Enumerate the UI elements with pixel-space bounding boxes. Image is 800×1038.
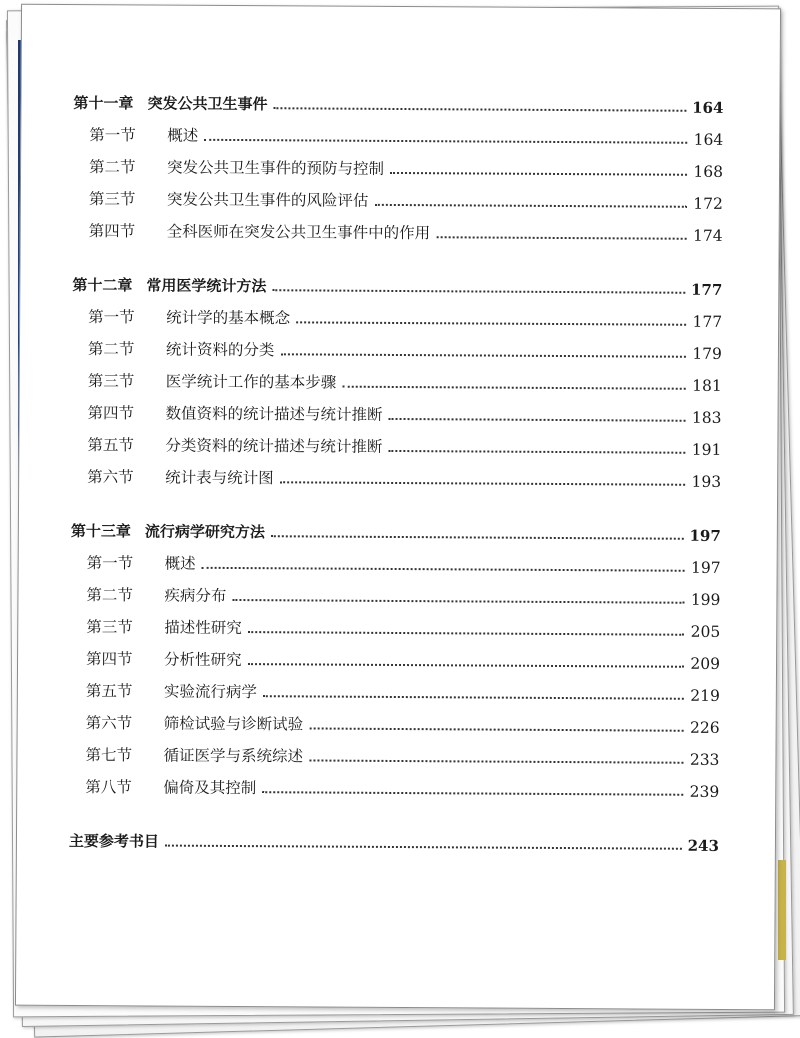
section-title: 循证医学与系统综述 xyxy=(163,746,304,766)
section-entry[interactable] xyxy=(72,295,722,331)
section-entry[interactable] xyxy=(69,765,719,801)
section-entry[interactable] xyxy=(72,359,722,395)
page-number: 164 xyxy=(693,130,724,149)
leader-dots xyxy=(263,695,684,700)
page-number: 199 xyxy=(690,590,721,609)
section-number: 第四节 xyxy=(87,404,135,423)
chapter-heading[interactable] xyxy=(72,263,722,299)
chapter-13 xyxy=(69,509,721,801)
page-number: 197 xyxy=(690,558,721,577)
section-number: 第三节 xyxy=(88,190,136,209)
page-number: 239 xyxy=(689,782,720,801)
section-number: 第二节 xyxy=(89,158,136,177)
section-entry[interactable] xyxy=(69,733,719,769)
leader-dots xyxy=(202,567,685,572)
page-number: 243 xyxy=(687,836,719,855)
section-number: 第五节 xyxy=(85,682,133,701)
page-number: 219 xyxy=(690,686,720,705)
page-number: 193 xyxy=(691,472,722,491)
leader-dots xyxy=(390,172,687,176)
page-number: 233 xyxy=(689,750,720,769)
section-title: 描述性研究 xyxy=(164,618,242,638)
page-number: 164 xyxy=(692,98,724,117)
leader-dots xyxy=(296,321,686,325)
chapter-heading[interactable] xyxy=(71,509,721,545)
section-entry[interactable] xyxy=(73,209,723,245)
section-number: 第二节 xyxy=(87,340,135,359)
section-entry[interactable] xyxy=(70,605,720,641)
section-number: 第四节 xyxy=(88,222,136,241)
leader-dots xyxy=(389,418,686,422)
leader-dots xyxy=(165,845,682,850)
section-title: 概述 xyxy=(167,126,199,145)
section-entry[interactable] xyxy=(73,145,723,181)
leader-dots xyxy=(273,107,686,112)
chapter-title: 常用医学统计方法 xyxy=(146,276,267,296)
section-entry[interactable] xyxy=(71,423,721,459)
page-number: 177 xyxy=(692,312,723,331)
section-title: 统计表与统计图 xyxy=(165,468,274,488)
section-entry[interactable] xyxy=(71,455,721,491)
leader-dots xyxy=(374,204,686,208)
section-title: 概述 xyxy=(164,554,196,573)
section-number: 第一节 xyxy=(88,308,135,327)
section-title: 疾病分布 xyxy=(164,586,227,605)
leader-dots xyxy=(309,759,683,763)
section-title: 实验流行病学 xyxy=(163,682,257,702)
page-number: 168 xyxy=(693,162,724,181)
section-number: 第八节 xyxy=(85,778,132,797)
leader-dots xyxy=(280,353,685,357)
section-number: 第二节 xyxy=(86,586,134,605)
section-title: 分析性研究 xyxy=(164,650,242,670)
section-title: 数值资料的统计描述与统计推断 xyxy=(165,404,383,424)
section-number: 第六节 xyxy=(87,468,134,487)
page-number: 179 xyxy=(692,344,722,363)
toc-page xyxy=(15,4,781,1011)
chapter-11 xyxy=(73,81,724,245)
chapter-number: 第十三章 xyxy=(70,522,131,541)
section-number: 第四节 xyxy=(86,650,133,669)
section-number: 第一节 xyxy=(89,126,136,145)
section-entry[interactable] xyxy=(70,573,720,609)
section-number: 第一节 xyxy=(86,554,134,573)
section-title: 突发公共卫生事件的风险评估 xyxy=(166,190,369,210)
section-title: 筛检试验与诊断试验 xyxy=(163,714,304,734)
book-cover-accent xyxy=(778,860,786,960)
section-title: 偏倚及其控制 xyxy=(163,778,257,798)
section-title: 统计资料的分类 xyxy=(165,340,275,360)
chapter-title: 流行病学研究方法 xyxy=(144,522,265,542)
chapter-number: 第十二章 xyxy=(72,276,133,295)
chapter-heading[interactable] xyxy=(73,81,723,117)
section-number: 第三节 xyxy=(87,372,135,391)
chapter-title: 突发公共卫生事件 xyxy=(147,94,268,114)
page-number: 209 xyxy=(690,654,721,673)
section-title: 统计学的基本概念 xyxy=(166,308,291,328)
section-entry[interactable] xyxy=(73,177,723,213)
chapter-12 xyxy=(71,263,722,491)
section-title: 医学统计工作的基本步骤 xyxy=(165,372,337,392)
leader-dots xyxy=(280,481,685,485)
leader-dots xyxy=(248,663,684,668)
table-of-contents xyxy=(69,81,724,855)
leader-dots xyxy=(248,631,684,636)
leader-dots xyxy=(272,289,685,294)
section-entry[interactable] xyxy=(70,637,720,673)
page-number: 191 xyxy=(691,440,722,459)
leader-dots xyxy=(309,727,683,731)
page-number: 172 xyxy=(693,194,723,213)
page-number: 174 xyxy=(693,226,723,245)
leader-dots xyxy=(271,535,684,540)
page-number: 181 xyxy=(692,376,722,395)
page-number: 226 xyxy=(690,718,720,737)
leader-dots xyxy=(388,450,685,454)
leader-dots xyxy=(342,386,685,390)
page-number: 177 xyxy=(690,280,723,299)
leader-dots xyxy=(232,599,684,604)
section-entry[interactable] xyxy=(72,391,722,427)
references-title: 主要参考书目 xyxy=(68,831,160,851)
section-title: 全科医师在突发公共卫生事件中的作用 xyxy=(166,222,431,243)
section-title: 分类资料的统计描述与统计推断 xyxy=(165,436,383,456)
chapter-number: 第十一章 xyxy=(73,94,134,113)
section-entry[interactable] xyxy=(70,701,720,737)
leader-dots xyxy=(262,791,683,796)
references-entry[interactable] xyxy=(69,819,719,855)
leader-dots xyxy=(204,139,687,144)
section-entry[interactable] xyxy=(72,327,722,363)
section-number: 第七节 xyxy=(85,746,133,765)
section-number: 第三节 xyxy=(86,618,133,637)
section-number: 第六节 xyxy=(85,714,133,733)
page-number: 205 xyxy=(690,622,721,641)
section-entry[interactable] xyxy=(70,669,720,705)
section-number: 第五节 xyxy=(87,436,134,455)
page-number: 183 xyxy=(691,408,722,427)
section-title: 突发公共卫生事件的预防与控制 xyxy=(167,158,385,178)
leader-dots xyxy=(436,236,686,240)
page-number: 197 xyxy=(689,526,721,545)
section-entry[interactable] xyxy=(73,113,723,149)
section-entry[interactable] xyxy=(71,541,721,577)
